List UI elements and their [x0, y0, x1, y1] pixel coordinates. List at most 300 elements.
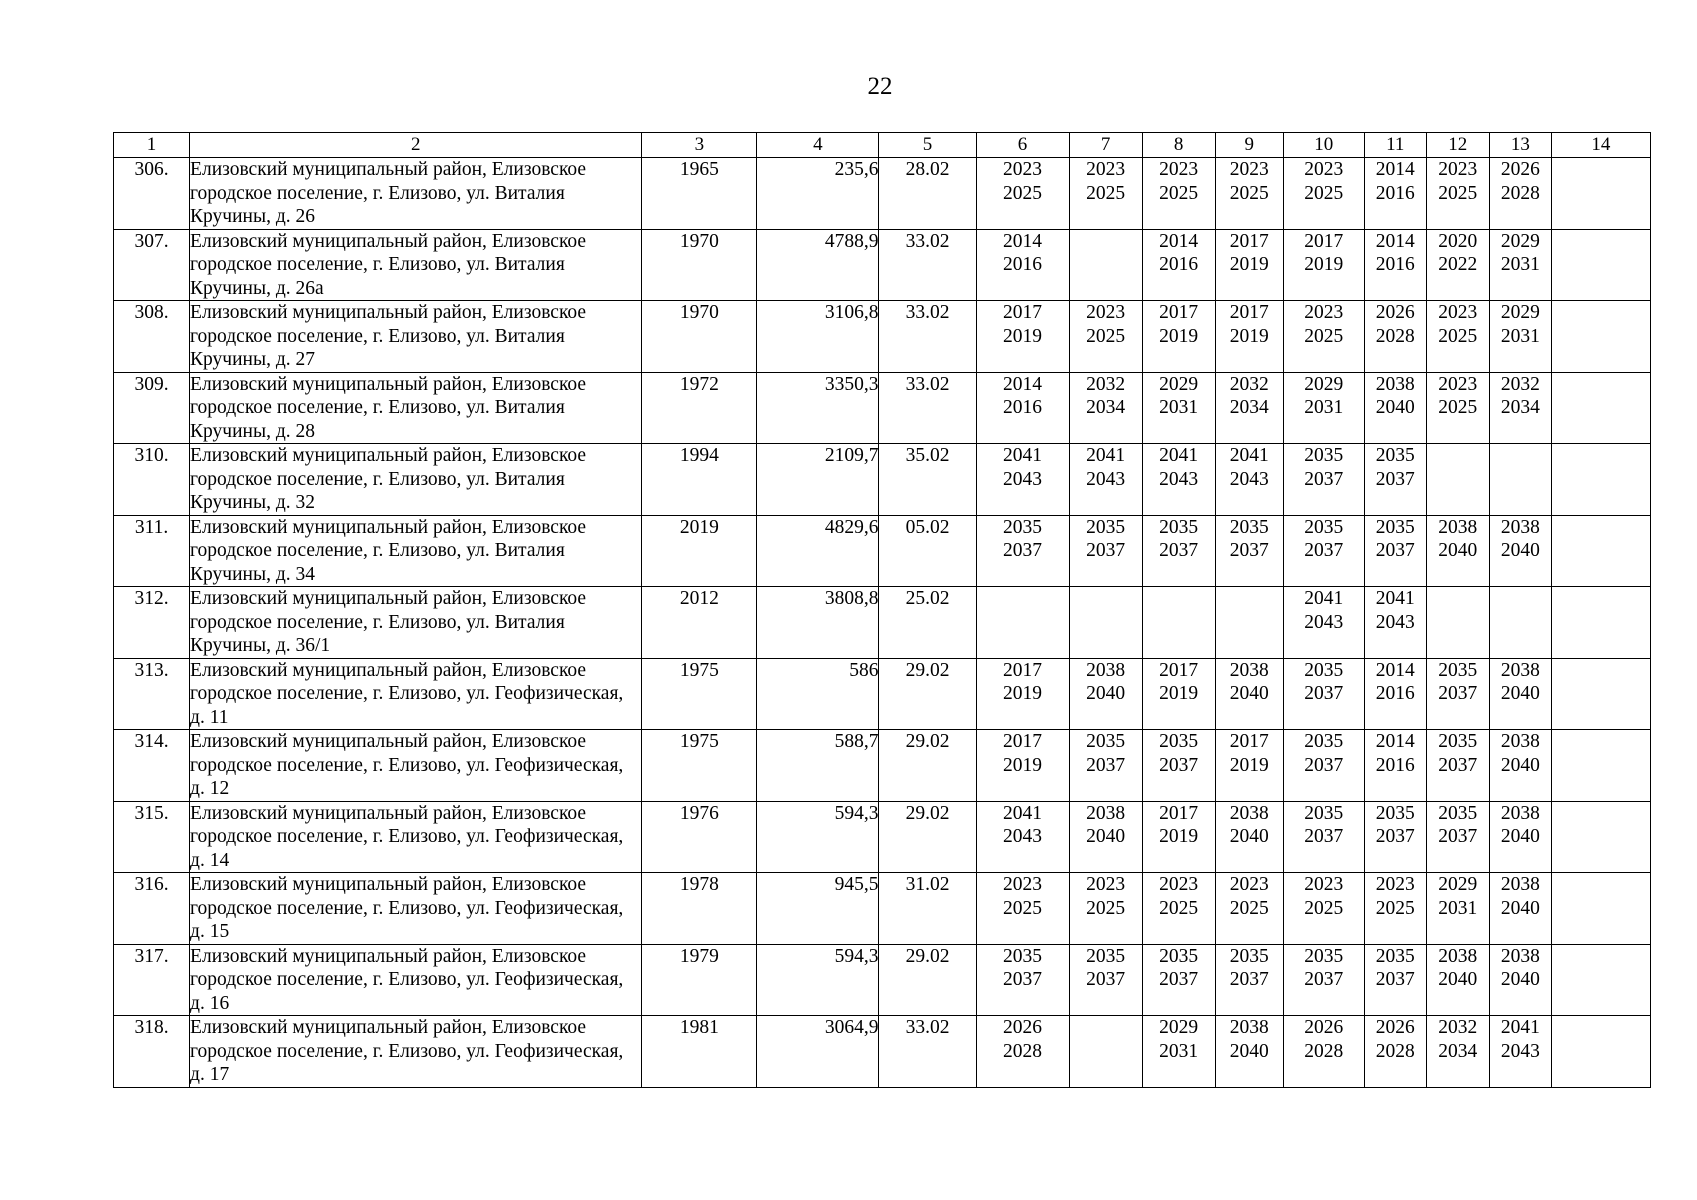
period-cell-c7	[1069, 587, 1142, 659]
period-cell-c6	[976, 372, 1069, 444]
period-end: 2037	[1375, 468, 1415, 490]
row-number: 306.	[114, 158, 190, 230]
period-start: 2038	[1438, 945, 1478, 967]
period-start: 2041	[1159, 445, 1199, 466]
period-start: 2017	[1159, 302, 1199, 323]
period-cell-c8	[1142, 229, 1215, 301]
period-start: 2026	[1304, 1017, 1344, 1038]
period-start: 2035	[1375, 945, 1415, 967]
period-start: 2026	[1500, 159, 1540, 180]
period-start: 2029	[1438, 874, 1478, 895]
period-end: 2034	[1438, 1040, 1478, 1062]
period-end: 2040	[1500, 754, 1540, 776]
table-row	[114, 730, 1651, 802]
period-cell-c7	[1069, 801, 1142, 873]
period-cell-c13	[1489, 873, 1551, 945]
period-start: 2035	[1003, 945, 1043, 967]
period-cell-c6	[976, 587, 1069, 659]
period-cell-c9	[1215, 730, 1283, 802]
period-end: 2034	[1086, 397, 1126, 418]
period-end: 2028	[1375, 325, 1415, 347]
period-start: 2023	[1438, 302, 1478, 323]
period-cell-c7	[1069, 229, 1142, 301]
period-cell-c13	[1489, 444, 1551, 516]
period-end: 2025	[1229, 897, 1269, 919]
period-cell-c6	[976, 1016, 1069, 1088]
period-cell-c12	[1426, 658, 1489, 730]
period-end: 2019	[1304, 254, 1344, 275]
code-cell: 25.02	[879, 587, 976, 659]
period-end: 2037	[1003, 969, 1043, 990]
period-start: 2035	[1159, 945, 1199, 967]
period-end: 2040	[1500, 683, 1540, 704]
period-cell-c11	[1364, 372, 1426, 444]
period-start: 2035	[1003, 516, 1043, 538]
period-start: 2017	[1003, 659, 1043, 681]
period-start: 2035	[1438, 731, 1478, 752]
period-start: 2035	[1375, 516, 1415, 538]
period-cell-c8	[1142, 873, 1215, 945]
period-end: 2037	[1159, 969, 1199, 990]
period-end: 2025	[1304, 897, 1344, 919]
period-start: 2029	[1500, 302, 1540, 323]
period-end: 2016	[1375, 254, 1415, 275]
period-cell-c7	[1069, 730, 1142, 802]
period-start: 2035	[1086, 731, 1126, 752]
period-end: 2031	[1304, 397, 1344, 418]
address-cell: Елизовский муниципальный район, Елизовское городское поселение, г. Елизово, ул. Виталия Кручины, д. 34	[190, 515, 642, 587]
period-cell-c11	[1364, 229, 1426, 301]
period-end: 2025	[1003, 897, 1043, 919]
period-start: 2023	[1229, 159, 1269, 180]
column-header: 12	[1426, 133, 1489, 158]
code-cell: 28.02	[879, 158, 976, 230]
period-start: 2026	[1003, 1017, 1043, 1038]
period-end: 2040	[1500, 540, 1540, 561]
period-end: 2019	[1229, 325, 1269, 347]
period-end: 2037	[1375, 969, 1415, 990]
period-cell-c10	[1283, 730, 1364, 802]
period-end: 2019	[1159, 325, 1199, 347]
code-cell: 33.02	[879, 301, 976, 373]
code-cell: 35.02	[879, 444, 976, 516]
column-header: 8	[1142, 133, 1215, 158]
period-cell-c14	[1551, 515, 1650, 587]
area-cell: 2109,7	[757, 444, 879, 516]
period-cell-c12	[1426, 158, 1489, 230]
period-cell-c8	[1142, 730, 1215, 802]
period-end: 2031	[1159, 1040, 1199, 1062]
period-start: 2014	[1375, 731, 1415, 752]
period-cell-c13	[1489, 515, 1551, 587]
area-cell: 3064,9	[757, 1016, 879, 1088]
period-start: 2035	[1375, 445, 1415, 466]
period-cell-c7	[1069, 944, 1142, 1016]
column-header: 1	[114, 133, 190, 158]
period-cell-c6	[976, 229, 1069, 301]
period-cell-c13	[1489, 229, 1551, 301]
period-cell-c14	[1551, 1016, 1650, 1088]
period-start: 2023	[1304, 874, 1344, 895]
period-start: 2032	[1500, 373, 1540, 395]
period-end: 2040	[1086, 683, 1126, 704]
period-cell-c13	[1489, 372, 1551, 444]
column-header: 9	[1215, 133, 1283, 158]
period-cell-c12	[1426, 515, 1489, 587]
period-start: 2023	[1229, 874, 1269, 895]
period-start: 2014	[1159, 230, 1199, 252]
period-start: 2035	[1304, 659, 1344, 681]
period-start: 2017	[1003, 731, 1043, 752]
year-cell: 1975	[642, 730, 757, 802]
period-end: 2028	[1375, 1040, 1415, 1062]
period-cell-c7	[1069, 372, 1142, 444]
period-cell-c9	[1215, 515, 1283, 587]
period-end: 2025	[1086, 325, 1126, 347]
column-header: 6	[976, 133, 1069, 158]
period-start: 2035	[1304, 731, 1344, 752]
period-cell-c11	[1364, 515, 1426, 587]
year-cell: 1978	[642, 873, 757, 945]
period-cell-c6	[976, 301, 1069, 373]
area-cell: 588,7	[757, 730, 879, 802]
period-start: 2038	[1086, 659, 1126, 681]
period-end: 2031	[1438, 897, 1478, 919]
code-cell: 29.02	[879, 730, 976, 802]
period-end: 2022	[1438, 254, 1478, 275]
page-number: 22	[867, 73, 893, 100]
year-cell: 2019	[642, 515, 757, 587]
row-number: 308.	[114, 301, 190, 373]
period-end: 2019	[1229, 254, 1269, 275]
year-cell: 1994	[642, 444, 757, 516]
period-start: 2017	[1229, 230, 1269, 252]
area-cell: 4829,6	[757, 515, 879, 587]
year-cell: 1972	[642, 372, 757, 444]
code-cell: 29.02	[879, 944, 976, 1016]
period-end: 2031	[1500, 325, 1540, 347]
period-start: 2017	[1159, 802, 1199, 824]
period-cell-c6	[976, 515, 1069, 587]
address-cell: Елизовский муниципальный район, Елизовское городское поселение, г. Елизово, ул. Геофизическая, д. 17	[190, 1016, 642, 1088]
period-end: 2037	[1086, 969, 1126, 990]
period-end: 2028	[1003, 1040, 1043, 1062]
period-start: 2038	[1086, 802, 1126, 824]
period-cell-c6	[976, 158, 1069, 230]
period-end: 2034	[1500, 397, 1540, 418]
row-number: 312.	[114, 587, 190, 659]
period-cell-c8	[1142, 515, 1215, 587]
period-cell-c8	[1142, 301, 1215, 373]
code-cell: 31.02	[879, 873, 976, 945]
period-start: 2038	[1500, 802, 1540, 824]
period-start: 2017	[1003, 302, 1043, 323]
period-start: 2023	[1086, 159, 1126, 180]
address-cell: Елизовский муниципальный район, Елизовское городское поселение, г. Елизово, ул. Виталия Кручины, д. 32	[190, 444, 642, 516]
address-cell: Елизовский муниципальный район, Елизовское городское поселение, г. Елизово, ул. Геофизическая, д. 16	[190, 944, 642, 1016]
period-cell-c9	[1215, 801, 1283, 873]
code-cell: 33.02	[879, 229, 976, 301]
period-start: 2041	[1375, 588, 1415, 609]
period-cell-c8	[1142, 1016, 1215, 1088]
code-cell: 33.02	[879, 372, 976, 444]
period-start: 2038	[1500, 945, 1540, 967]
period-end: 2019	[1159, 826, 1199, 847]
period-end: 2037	[1304, 754, 1344, 776]
period-start: 2023	[1086, 302, 1126, 323]
column-header: 13	[1489, 133, 1551, 158]
row-number: 309.	[114, 372, 190, 444]
period-end: 2037	[1229, 540, 1269, 561]
period-end: 2016	[1375, 754, 1415, 776]
period-end: 2037	[1304, 540, 1344, 561]
period-cell-c8	[1142, 158, 1215, 230]
period-start: 2014	[1003, 373, 1043, 395]
period-end: 2016	[1375, 182, 1415, 204]
period-start: 2023	[1086, 874, 1126, 895]
period-cell-c10	[1283, 301, 1364, 373]
period-cell-c12	[1426, 944, 1489, 1016]
code-cell: 29.02	[879, 658, 976, 730]
period-start: 2035	[1229, 945, 1269, 967]
year-cell: 1970	[642, 301, 757, 373]
period-start: 2038	[1500, 874, 1540, 895]
period-end: 2037	[1159, 754, 1199, 776]
period-cell-c14	[1551, 301, 1650, 373]
period-cell-c10	[1283, 587, 1364, 659]
row-number: 317.	[114, 944, 190, 1016]
period-end: 2037	[1159, 540, 1199, 561]
period-start: 2035	[1229, 516, 1269, 538]
period-end: 2043	[1003, 826, 1043, 847]
period-end: 2019	[1003, 683, 1043, 704]
period-start: 2035	[1304, 445, 1344, 466]
period-start: 2035	[1086, 516, 1126, 538]
table-row	[114, 301, 1651, 373]
period-end: 2025	[1159, 897, 1199, 919]
table-row	[114, 873, 1651, 945]
period-end: 2034	[1229, 397, 1269, 418]
period-cell-c14	[1551, 658, 1650, 730]
period-end: 2019	[1159, 683, 1199, 704]
period-end: 2040	[1438, 969, 1478, 990]
period-cell-c13	[1489, 730, 1551, 802]
period-start: 2023	[1003, 159, 1043, 180]
period-start: 2038	[1500, 659, 1540, 681]
period-end: 2016	[1003, 254, 1043, 275]
area-cell: 586	[757, 658, 879, 730]
row-number: 311.	[114, 515, 190, 587]
table-row	[114, 1016, 1651, 1088]
period-cell-c8	[1142, 658, 1215, 730]
period-end: 2025	[1086, 897, 1126, 919]
period-cell-c12	[1426, 730, 1489, 802]
period-start: 2029	[1159, 373, 1199, 395]
period-start: 2035	[1375, 802, 1415, 824]
period-start: 2038	[1229, 802, 1269, 824]
row-number: 307.	[114, 229, 190, 301]
column-header: 3	[642, 133, 757, 158]
period-start: 2023	[1159, 874, 1199, 895]
period-cell-c14	[1551, 158, 1650, 230]
year-cell: 1979	[642, 944, 757, 1016]
period-cell-c10	[1283, 515, 1364, 587]
period-end: 2037	[1086, 754, 1126, 776]
period-end: 2040	[1229, 683, 1269, 704]
period-cell-c14	[1551, 372, 1650, 444]
period-start: 2023	[1159, 159, 1199, 180]
table-row	[114, 158, 1651, 230]
period-cell-c14	[1551, 944, 1650, 1016]
row-number: 316.	[114, 873, 190, 945]
address-cell: Елизовский муниципальный район, Елизовское городское поселение, г. Елизово, ул. Виталия Кручины, д. 27	[190, 301, 642, 373]
column-header: 10	[1283, 133, 1364, 158]
period-cell-c11	[1364, 873, 1426, 945]
period-cell-c11	[1364, 730, 1426, 802]
period-cell-c13	[1489, 944, 1551, 1016]
period-start: 2032	[1438, 1017, 1478, 1038]
period-end: 2037	[1229, 969, 1269, 990]
period-start: 2026	[1375, 1017, 1415, 1038]
period-cell-c13	[1489, 158, 1551, 230]
period-cell-c14	[1551, 444, 1650, 516]
period-start: 2038	[1229, 659, 1269, 681]
year-cell: 1970	[642, 229, 757, 301]
period-cell-c13	[1489, 658, 1551, 730]
period-cell-c6	[976, 801, 1069, 873]
period-end: 2016	[1375, 683, 1415, 704]
period-cell-c9	[1215, 444, 1283, 516]
year-cell: 1981	[642, 1016, 757, 1088]
table-row	[114, 587, 1651, 659]
row-number: 314.	[114, 730, 190, 802]
period-cell-c11	[1364, 301, 1426, 373]
period-end: 2037	[1375, 826, 1415, 847]
period-start: 2035	[1304, 945, 1344, 967]
period-end: 2037	[1438, 683, 1478, 704]
period-cell-c11	[1364, 658, 1426, 730]
period-end: 2040	[1500, 969, 1540, 990]
period-cell-c6	[976, 444, 1069, 516]
period-cell-c9	[1215, 229, 1283, 301]
period-start: 2029	[1159, 1017, 1199, 1038]
period-start: 2023	[1304, 159, 1344, 180]
period-cell-c12	[1426, 372, 1489, 444]
period-end: 2031	[1500, 254, 1540, 275]
period-cell-c8	[1142, 372, 1215, 444]
period-cell-c13	[1489, 587, 1551, 659]
period-end: 2040	[1438, 540, 1478, 561]
year-cell: 1965	[642, 158, 757, 230]
period-cell-c10	[1283, 873, 1364, 945]
period-cell-c12	[1426, 587, 1489, 659]
period-cell-c10	[1283, 944, 1364, 1016]
period-cell-c8	[1142, 587, 1215, 659]
period-start: 2014	[1375, 659, 1415, 681]
table-row	[114, 515, 1651, 587]
period-end: 2025	[1159, 182, 1199, 204]
period-end: 2037	[1304, 826, 1344, 847]
period-start: 2035	[1438, 802, 1478, 824]
period-start: 2032	[1229, 373, 1269, 395]
row-number: 313.	[114, 658, 190, 730]
period-start: 2017	[1229, 731, 1269, 752]
period-end: 2043	[1375, 611, 1415, 633]
code-cell: 05.02	[879, 515, 976, 587]
period-cell-c8	[1142, 944, 1215, 1016]
period-end: 2043	[1229, 468, 1269, 490]
buildings-table	[113, 132, 1651, 1088]
address-cell: Елизовский муниципальный район, Елизовское городское поселение, г. Елизово, ул. Виталия Кручины, д. 26а	[190, 229, 642, 301]
column-header: 11	[1364, 133, 1426, 158]
period-cell-c11	[1364, 444, 1426, 516]
address-cell: Елизовский муниципальный район, Елизовское городское поселение, г. Елизово, ул. Геофизическая, д. 12	[190, 730, 642, 802]
period-start: 2014	[1375, 230, 1415, 252]
address-cell: Елизовский муниципальный район, Елизовское городское поселение, г. Елизово, ул. Виталия Кручины, д. 28	[190, 372, 642, 444]
period-start: 2023	[1438, 373, 1478, 395]
period-end: 2019	[1003, 754, 1043, 776]
column-header: 5	[879, 133, 976, 158]
period-start: 2026	[1375, 302, 1415, 323]
period-start: 2023	[1304, 302, 1344, 323]
period-cell-c6	[976, 873, 1069, 945]
period-end: 2016	[1003, 397, 1043, 418]
period-cell-c11	[1364, 801, 1426, 873]
period-cell-c10	[1283, 1016, 1364, 1088]
period-cell-c7	[1069, 515, 1142, 587]
period-start: 2035	[1086, 945, 1126, 967]
period-cell-c7	[1069, 444, 1142, 516]
year-cell: 1975	[642, 658, 757, 730]
period-start: 2014	[1003, 230, 1043, 252]
period-start: 2023	[1003, 874, 1043, 895]
period-cell-c11	[1364, 587, 1426, 659]
period-cell-c14	[1551, 730, 1650, 802]
period-end: 2019	[1229, 754, 1269, 776]
period-start: 2038	[1500, 731, 1540, 752]
period-start: 2041	[1500, 1017, 1540, 1038]
period-cell-c8	[1142, 444, 1215, 516]
area-cell: 235,6	[757, 158, 879, 230]
table-row	[114, 372, 1651, 444]
period-end: 2040	[1229, 1040, 1269, 1062]
area-cell: 945,5	[757, 873, 879, 945]
column-header: 2	[190, 133, 642, 158]
area-cell: 3808,8	[757, 587, 879, 659]
period-end: 2025	[1375, 897, 1415, 919]
period-start: 2032	[1086, 373, 1126, 395]
period-cell-c14	[1551, 587, 1650, 659]
column-header: 7	[1069, 133, 1142, 158]
period-cell-c10	[1283, 444, 1364, 516]
period-end: 2025	[1438, 325, 1478, 347]
period-cell-c7	[1069, 158, 1142, 230]
period-start: 2035	[1159, 731, 1199, 752]
period-end: 2016	[1159, 254, 1199, 275]
period-cell-c9	[1215, 587, 1283, 659]
period-cell-c9	[1215, 944, 1283, 1016]
period-start: 2023	[1438, 159, 1478, 180]
table-row	[114, 229, 1651, 301]
period-end: 2028	[1304, 1040, 1344, 1062]
period-cell-c9	[1215, 873, 1283, 945]
row-number: 318.	[114, 1016, 190, 1088]
period-cell-c9	[1215, 1016, 1283, 1088]
period-end: 2037	[1304, 683, 1344, 704]
period-start: 2035	[1159, 516, 1199, 538]
period-cell-c7	[1069, 658, 1142, 730]
period-start: 2038	[1438, 516, 1478, 538]
